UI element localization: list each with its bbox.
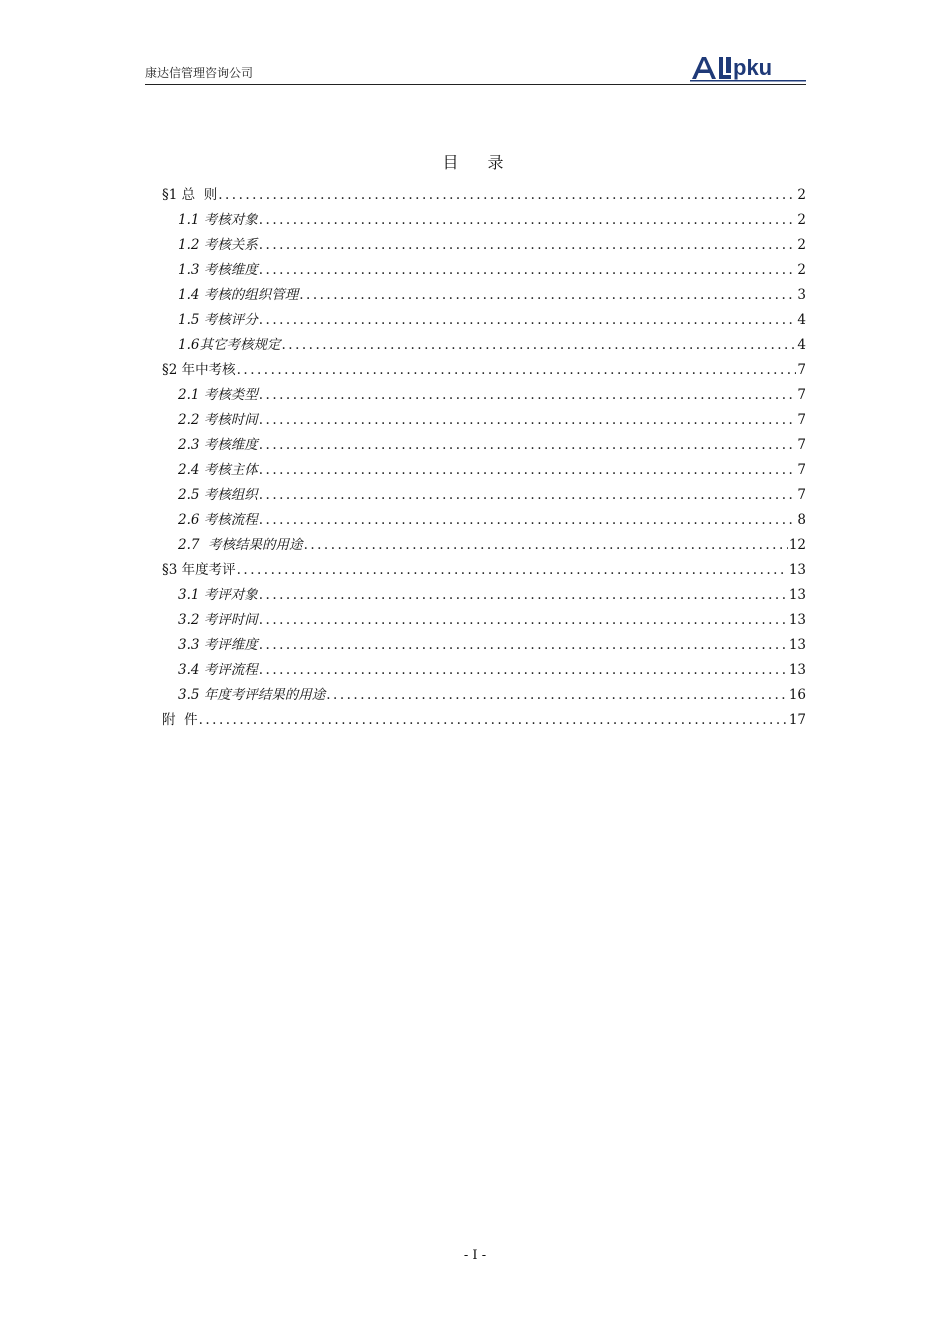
toc-entry[interactable] (162, 208, 806, 233)
svg-text:pku: pku (733, 55, 773, 80)
toc-entry-label: 2.1 考核类型 (178, 387, 258, 403)
toc-leader-dots (304, 533, 788, 558)
toc-leader-dots (199, 708, 788, 733)
toc-entry-label: 2.5 考核组织 (178, 487, 258, 503)
toc-entry-label: 1.6其它考核规定 (178, 337, 281, 353)
company-name: 康达信管理咨询公司 (145, 66, 254, 80)
toc-entry[interactable] (162, 308, 806, 333)
toc-entry[interactable] (162, 433, 806, 458)
toc-entry-page: 12 (788, 537, 806, 553)
toc-leader-dots (237, 358, 797, 383)
toc-entry[interactable] (162, 708, 806, 733)
toc-entry-page: 13 (788, 612, 806, 628)
toc-entry-label: 1.5 考核评分 (178, 312, 258, 328)
toc-entry[interactable] (162, 533, 806, 558)
toc-entry-label: 3.5 年度考评结果的用途 (178, 687, 326, 703)
toc-entry[interactable] (162, 358, 806, 383)
toc-entry-label: §1 总 则 (162, 187, 218, 203)
toc-leader-dots (259, 258, 797, 283)
toc-entry-label: 附 件 (162, 712, 198, 728)
toc-leader-dots (259, 233, 797, 258)
toc-entry-page: 13 (788, 587, 806, 603)
toc-leader-dots (259, 383, 797, 408)
toc-entry-label: §3 年度考评 (162, 562, 236, 578)
toc-entry-label: 3.4 考评流程 (178, 662, 258, 678)
toc-leader-dots (259, 433, 797, 458)
toc-leader-dots (281, 333, 796, 358)
toc-entry[interactable] (162, 233, 806, 258)
toc-entry-page: 2 (797, 237, 806, 253)
toc-entry-page: 17 (788, 712, 806, 728)
toc-leader-dots (259, 658, 788, 683)
toc-entry-label: 2.4 考核主体 (178, 462, 258, 478)
toc-entry-label: §2 年中考核 (162, 362, 236, 378)
toc-entry[interactable] (162, 633, 806, 658)
page-header (145, 52, 806, 85)
toc-entry-label: 2.3 考核维度 (178, 437, 258, 453)
alpku-logo (690, 54, 806, 82)
toc-entry-page: 4 (797, 312, 806, 328)
toc-leader-dots (259, 408, 797, 433)
toc-leader-dots (299, 283, 796, 308)
toc-entry[interactable] (162, 333, 806, 358)
toc-entry-label: 3.2 考评时间 (178, 612, 258, 628)
toc-entry-label: 1.3 考核维度 (178, 262, 258, 278)
toc-entry-label: 2.7 考核结果的用途 (178, 537, 303, 553)
toc-entry[interactable] (162, 583, 806, 608)
toc-entry-page: 2 (797, 212, 806, 228)
toc-entry-page: 4 (797, 337, 806, 353)
toc-entry-label: 2.2 考核时间 (178, 412, 258, 428)
toc-entry-page: 2 (797, 187, 806, 203)
toc-entry-page: 2 (797, 262, 806, 278)
toc-entry[interactable] (162, 658, 806, 683)
toc-leader-dots (237, 558, 788, 583)
toc-entry-label: 3.1 考评对象 (178, 587, 258, 603)
toc-entry-page: 16 (788, 687, 806, 703)
table-of-contents (162, 183, 806, 733)
toc-title: 目 录 (442, 153, 516, 172)
toc-entry[interactable] (162, 283, 806, 308)
toc-leader-dots (259, 608, 788, 633)
toc-entry[interactable] (162, 408, 806, 433)
toc-leader-dots (259, 208, 797, 233)
toc-entry[interactable] (162, 483, 806, 508)
toc-entry-page: 7 (797, 437, 806, 453)
toc-leader-dots (218, 183, 796, 208)
toc-entry-page: 8 (797, 512, 806, 528)
toc-entry-label: 3.3 考评维度 (178, 637, 258, 653)
toc-entry-page: 13 (788, 662, 806, 678)
toc-entry-page: 13 (788, 637, 806, 653)
toc-entry-page: 7 (797, 387, 806, 403)
toc-entry-label: 1.1 考核对象 (178, 212, 258, 228)
toc-leader-dots (259, 633, 788, 658)
toc-entry[interactable] (162, 258, 806, 283)
toc-entry-page: 13 (788, 562, 806, 578)
toc-leader-dots (326, 683, 788, 708)
toc-entry[interactable] (162, 458, 806, 483)
toc-entry-page: 7 (797, 487, 806, 503)
toc-leader-dots (259, 483, 797, 508)
toc-entry[interactable] (162, 183, 806, 208)
toc-entry-label: 2.6 考核流程 (178, 512, 258, 528)
toc-entry[interactable] (162, 508, 806, 533)
toc-leader-dots (259, 458, 797, 483)
toc-entry-label: 1.2 考核关系 (178, 237, 258, 253)
toc-entry-page: 7 (797, 362, 806, 378)
toc-entry[interactable] (162, 383, 806, 408)
toc-entry[interactable] (162, 683, 806, 708)
toc-entry-page: 3 (797, 287, 806, 303)
toc-entry-page: 7 (797, 412, 806, 428)
toc-leader-dots (259, 308, 797, 333)
toc-entry-page: 7 (797, 462, 806, 478)
toc-entry[interactable] (162, 608, 806, 633)
toc-leader-dots (259, 508, 797, 533)
page-number: - I - (463, 1248, 487, 1263)
toc-entry[interactable] (162, 558, 806, 583)
toc-leader-dots (259, 583, 788, 608)
toc-entry-label: 1.4 考核的组织管理 (178, 287, 299, 303)
